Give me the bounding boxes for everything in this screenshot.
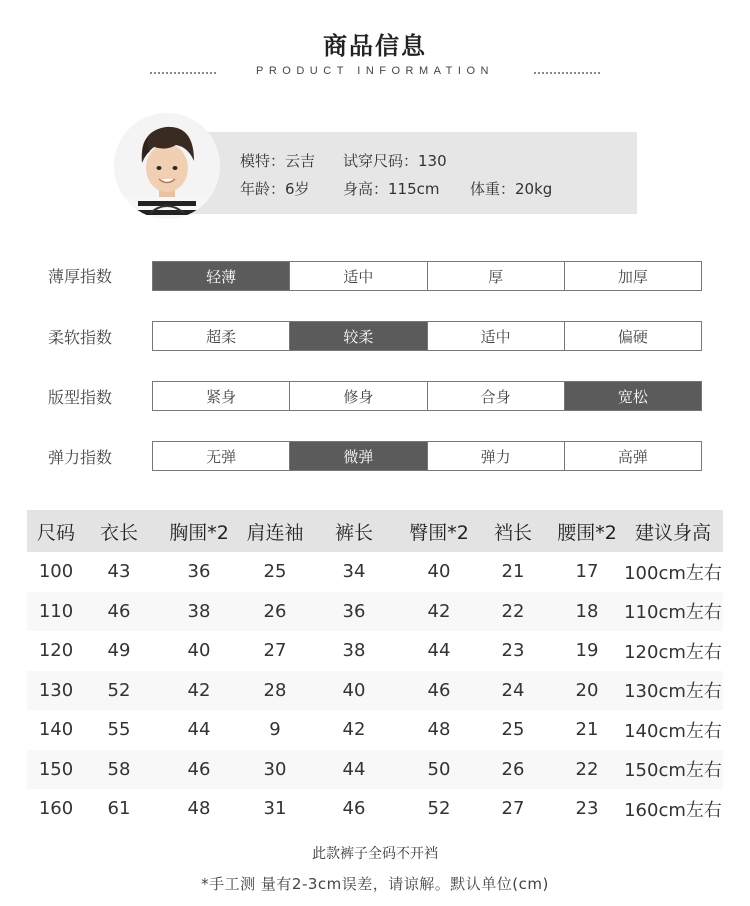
table-cell: 150cm左右 [623,750,723,790]
fit-index-scale [152,381,702,411]
table-cell: 28 [245,671,305,711]
table-cell: 160 [38,798,74,820]
table-cell: 44 [305,750,403,790]
table-cell: 43 [107,561,131,583]
column-header: 尺码 [27,510,85,552]
table-row [27,592,723,632]
table-cell: 38 [342,640,366,662]
model-weight: 体重：20kg [470,180,553,198]
model-height: 身高：115cm [343,180,440,198]
table-cell: 30 [245,750,305,790]
table-cell: 36 [305,592,403,632]
table-cell: 52 [427,798,451,820]
table-cell: 130 [27,671,85,711]
table-cell: 58 [85,750,153,790]
table-cell: 23 [575,798,599,820]
table-cell: 46 [342,798,366,820]
table-cell: 36 [187,561,211,583]
table-cell: 19 [575,640,599,662]
fit-option: 宽松 [564,382,701,410]
elasticity-index-label: 弹力指数 [48,448,113,467]
table-cell: 42 [342,719,366,741]
elasticity-index-scale [152,441,702,471]
softness-option: 超柔 [206,327,237,346]
thickness-option: 轻薄 [153,262,289,290]
table-cell: 40 [187,640,211,662]
thickness-option: 厚 [427,262,564,290]
table-cell: 22 [475,592,551,632]
table-cell: 27 [501,798,525,820]
model-name: 模特：云吉 [240,152,316,170]
table-cell: 17 [575,561,599,583]
fit-option: 修身 [289,382,426,410]
table-row [27,552,723,592]
table-cell: 49 [107,640,131,662]
thickness-index-label: 薄厚指数 [48,267,113,286]
table-cell: 110 [27,592,85,632]
softness-option: 适中 [427,322,564,350]
table-cell: 21 [575,719,599,741]
table-cell: 31 [263,798,287,820]
elasticity-option: 高弹 [564,442,701,470]
table-cell: 48 [427,719,451,741]
softness-option: 较柔 [289,322,426,350]
table-cell: 22 [551,750,623,790]
table-cell: 25 [263,561,287,583]
child-portrait-icon [114,113,220,219]
fit-option: 合身 [427,382,564,410]
table-cell: 34 [342,561,366,583]
column-header: 裤长 [305,510,403,552]
table-cell: 150 [27,750,85,790]
thickness-option: 加厚 [564,262,701,290]
table-cell: 26 [475,750,551,790]
softness-index-label: 柔软指数 [48,328,113,347]
fit-option: 紧身 [206,387,237,406]
table-cell: 20 [551,671,623,711]
column-header: 衣长 [85,510,153,552]
table-cell: 26 [245,592,305,632]
table-cell: 27 [263,640,287,662]
table-row [27,789,723,829]
table-cell: 100cm左右 [624,562,722,584]
table-cell: 42 [403,592,475,632]
column-header: 裆长 [475,510,551,552]
table-cell: 130cm左右 [623,671,723,711]
page-subtitle: PRODUCT INFORMATION [256,65,494,77]
table-cell: 21 [501,561,525,583]
table-cell: 18 [551,592,623,632]
divider-dots-right [534,72,600,74]
thickness-option: 适中 [289,262,426,290]
page-title: 商品信息 [323,32,427,60]
table-cell: 52 [85,671,153,711]
column-header: 臀围*2 [403,510,475,552]
thickness-index-scale [152,261,702,291]
table-cell: 120cm左右 [624,641,722,663]
table-cell: 9 [269,719,281,741]
table-cell: 100 [38,561,74,583]
measurement-error-note: *手工测 量有2-3cm误差，请谅解。默认单位(cm) [201,875,549,893]
table-cell: 38 [153,592,245,632]
table-cell: 160cm左右 [624,799,722,821]
table-row [27,710,723,750]
table-cell: 23 [501,640,525,662]
model-trial-size: 试穿尺码：130 [343,152,447,170]
table-cell: 44 [187,719,211,741]
table-cell: 61 [107,798,131,820]
column-header: 腰围*2 [551,510,623,552]
table-cell: 120 [38,640,74,662]
table-cell: 140cm左右 [624,720,722,742]
table-cell: 24 [475,671,551,711]
no-crotch-opening-note: 此款裤子全码不开裆 [312,846,438,862]
table-cell: 25 [501,719,525,741]
table-cell: 40 [427,561,451,583]
table-cell: 46 [85,592,153,632]
size-table [27,510,723,829]
table-cell: 40 [305,671,403,711]
table-cell: 46 [403,671,475,711]
model-info-card [192,132,637,214]
elasticity-option: 无弹 [206,447,237,466]
subtitle-row [150,64,600,80]
size-table-header [27,510,723,552]
table-row [27,750,723,790]
elasticity-option: 微弹 [289,442,426,470]
fit-index-label: 版型指数 [48,388,113,407]
softness-index-scale [152,321,702,351]
column-header: 肩连袖 [245,510,305,552]
model-age: 年龄：6岁 [240,180,310,198]
table-cell: 50 [403,750,475,790]
table-cell: 42 [153,671,245,711]
table-cell: 140 [38,719,74,741]
softness-option: 偏硬 [564,322,701,350]
table-row [27,671,723,711]
elasticity-option: 弹力 [427,442,564,470]
table-cell: 44 [427,640,451,662]
table-cell: 110cm左右 [623,592,723,632]
table-cell: 55 [107,719,131,741]
table-cell: 48 [187,798,211,820]
model-avatar [114,113,220,219]
table-cell: 46 [153,750,245,790]
column-header: 胸围*2 [153,510,245,552]
column-header: 建议身高 [623,510,723,552]
table-row [27,631,723,671]
